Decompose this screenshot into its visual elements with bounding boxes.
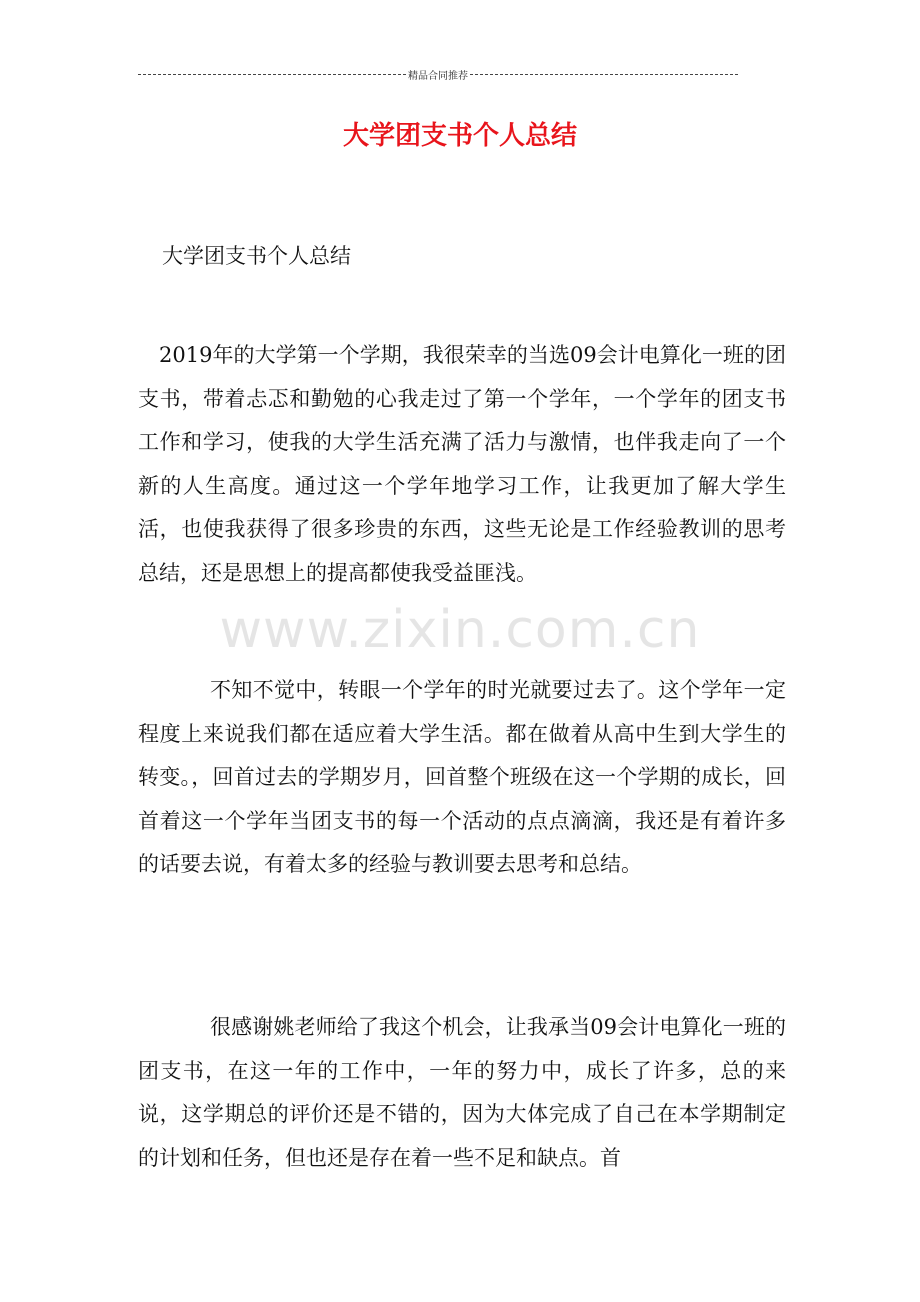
- header-label: 精品合同推荐: [408, 70, 468, 82]
- header-rule: [138, 66, 738, 82]
- paragraph-1: 2019年的大学第一个学期，我很荣幸的当选09会计电算化一班的团支书，带着忐忑和勤勉的心我走过了第一个学年，一个学年的团支书工作和学习，使我的大学生活充满了活力与激情，也伴我走向了一个新的人生高度。通过这一个学年地学习工作，让我更加了解大学生活，也使我获得了很多珍贵的东西，这些无论是工作经验教训的思考总结，还是思想上的提高都使我受益匪浅。: [138, 343, 786, 585]
- watermark-text: www.zixin.com.cn: [219, 600, 701, 660]
- document-title: 大学团支书个人总结: [342, 121, 577, 151]
- document-subtitle: 大学团支书个人总结: [162, 244, 351, 268]
- header-dash-left: [138, 74, 406, 75]
- paragraph-3: 很感谢姚老师给了我这个机会，让我承当09会计电算化一班的团支书，在这一年的工作中，一年的努力中，成长了许多，总的来说，这学期总的评价还是不错的，因为大体完成了自己在本学期制定的计划和任务，但也还是存在着一些不足和缺点。首: [138, 1015, 786, 1170]
- paragraph-2: 不知不觉中，转眼一个学年的时光就要过去了。这个学年一定程度上来说我们都在适应着大学生活。都在做着从高中生到大学生的转变。，回首过去的学期岁月，回首整个班级在这一个学期的成长，回首着这一个学年当团支书的每一个活动的点点滴滴，我还是有着许多的话要去说，有着太多的经验与教训要去思考和总结。: [138, 678, 786, 876]
- header-dash-right: [470, 74, 738, 75]
